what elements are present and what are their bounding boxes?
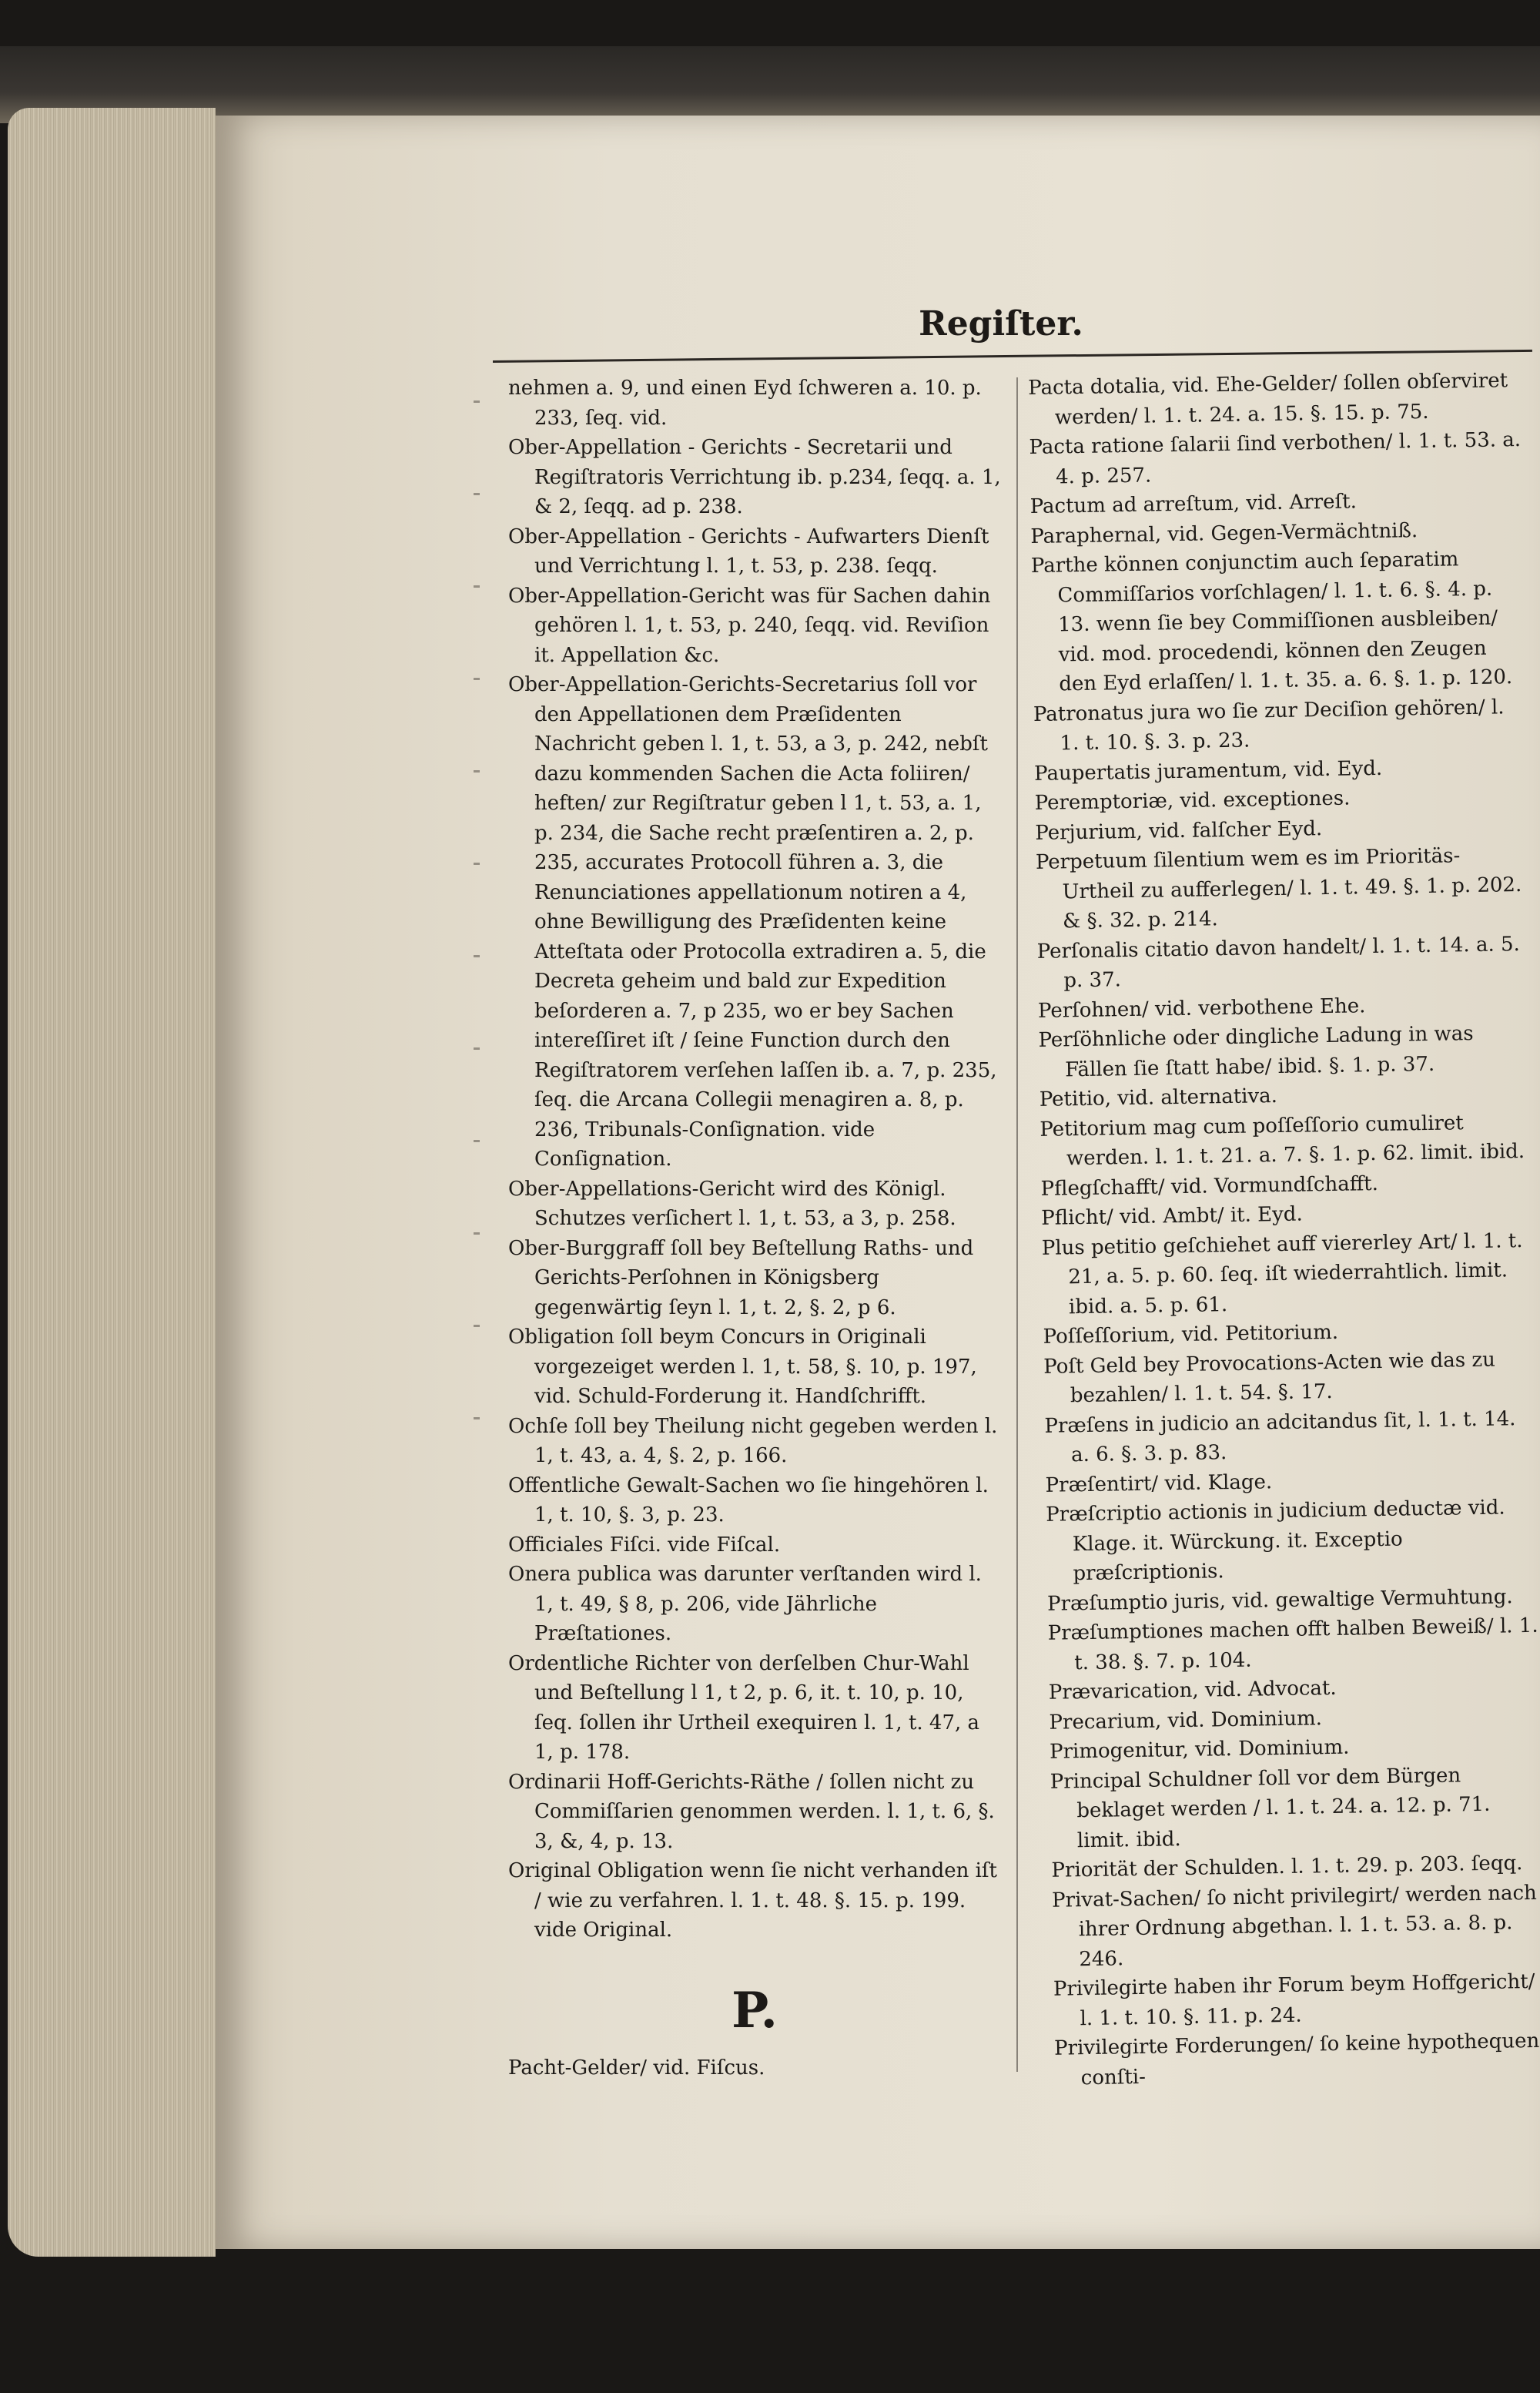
index-entry: Privilegirte haben ihr Forum beym Hoffgericht/ l. 1. t. 10. §. 11. p. 24. — [1053, 1969, 1535, 2030]
index-entry: Pacta ratione ſalarii ſind verbothen/ l. 1. t. 53. a. 4. p. 257. — [1029, 427, 1522, 488]
index-entry: Privilegirte Forderungen/ ſo keine hypothequen conſti- — [1053, 2029, 1540, 2090]
index-entry: Perſonalis citatio davon handelt/ l. 1. t. 14. a. 5. p. 37. — [1036, 932, 1521, 993]
index-entry: Pflicht/ vid. Ambt/ it. Eyd. — [1040, 1202, 1303, 1230]
index-entry: Perjurium, vid. falſcher Eyd. — [1035, 816, 1323, 845]
index-entry: Ober-Burggraff ſoll bey Beſtellung Raths- und Gerichts-Perſohnen in Königsberg gegenwärtig ſeyn l. 1, t. 2, §. 2, p 6. — [508, 1236, 974, 1319]
index-entry: Onera publica was darunter verſtanden wird l. 1, t. 49, § 8, p. 206, vide Jährliche Præſtationes. — [508, 1563, 982, 1645]
left-tail-entries — [508, 2053, 1001, 2083]
index-entry: Petitorium mag cum poſſeſſorio cumuliret werden. l. 1. t. 21. a. 7. §. 1. p. 62. limit. ibid. — [1040, 1111, 1525, 1171]
index-entry: Pacht-Gelder/ vid. Fiſcus. — [508, 2056, 765, 2080]
book-cover-edge — [0, 46, 1540, 123]
index-entry: Ober-Appellation - Gerichts - Aufwarters Dienſt und Verrichtung l. 1, t. 53, p. 238. ſeqq. — [508, 525, 989, 578]
index-entry: Perſohnen/ vid. verbothene Ehe. — [1037, 994, 1366, 1023]
index-entry: Ordinarii Hoff-Gerichts-Räthe / ſollen nicht zu Commiſſarien genommen werden. l. 1, t. 6, §. 3, &, 4, p. 13. — [508, 1770, 995, 1853]
margin-mark — [474, 1325, 480, 1327]
margin-mark — [474, 770, 480, 773]
index-entry: Priorität der Schulden. l. 1. t. 29. p. 203. ſeqq. — [1051, 1852, 1523, 1882]
index-entry: Patronatus jura wo ſie zur Deciſion gehören/ l. 1. t. 10. §. 3. p. 23. — [1033, 695, 1505, 756]
margin-mark — [474, 1232, 480, 1235]
index-entry: Perpetuum ſilentium wem es im Prioritäs-Urtheil zu aufferlegen/ l. 1. t. 49. §. 1. p. 202. & §. 32. p. 214. — [1035, 844, 1522, 933]
section-letter-heading: P. — [732, 1981, 778, 2039]
right-entries — [1028, 366, 1540, 2093]
margin-mark — [474, 493, 480, 495]
index-entry: nehmen a. 9, und einen Eyd ſchweren a. 10. p. 233, ſeq. vid. — [508, 377, 982, 430]
index-entry: Præſcriptio actionis in judicium deductæ vid. Klage. it. Würckung. it. Exceptio præſcriptionis. — [1046, 1496, 1505, 1586]
index-entry: Præſentirt/ vid. Klage. — [1045, 1470, 1273, 1497]
margin-mark — [474, 1047, 480, 1050]
index-entry: Precarium, vid. Dominium. — [1049, 1706, 1323, 1734]
index-entry: Parthe können conjunctim auch ſeparatim Commiſſarios vorſchlagen/ l. 1. t. 6. §. 4. p. 13. wenn ſie bey Commiſſionen ausbleiben/ vid. mod. procedendi, können den Zeugen den Eyd erlaſſen/ l. 1. t. 35. a. 6. §. 1. p. 120. — [1030, 548, 1513, 696]
margin-mark — [474, 401, 480, 403]
index-entry: Principal Schuldner ſoll vor dem Bürgen beklaget werden / l. 1. t. 24. a. 12. p. 71. limit. ibid. — [1050, 1763, 1491, 1852]
margin-mark — [474, 678, 480, 680]
index-entry: Prævarication, vid. Advocat. — [1048, 1676, 1337, 1704]
index-entry: Petitio, vid. alternativa. — [1039, 1084, 1278, 1111]
index-entry: Paraphernal, vid. Gegen-Vermächtniß. — [1030, 518, 1418, 548]
margin-mark — [474, 585, 480, 588]
index-entry: Præſumptio juris, vid. gewaltige Vermuhtung. — [1046, 1584, 1513, 1616]
index-entry: Ordentliche Richter von derſelben Chur-Wahl und Beſtellung l 1, t 2, p. 6, it. t. 10, p. 10, ſeq. ſollen ihr Urtheil exequiren l. 1, t. 47, a 1, p. 178. — [508, 1651, 980, 1764]
margin-mark — [474, 1140, 480, 1142]
index-entry: Plus petitio geſchiehet auff viererley Art/ l. 1. t. 21, a. 5. p. 60. ſeq. iſt wiederrahtlich. limit. ibid. a. 5. p. 61. — [1041, 1228, 1523, 1319]
index-entry: Obligation ſoll beym Concurs in Originali vorgezeiget werden l. 1, t. 58, §. 10, p. 197, vid. Schuld-Forderung it. Handſchrifft. — [508, 1326, 977, 1408]
margin-marks — [474, 385, 497, 1540]
index-entry: Pflegſchafft/ vid. Vormundſchafft. — [1040, 1171, 1379, 1201]
index-entry: Præſens in judicio an adcitandus ſit, l. 1. t. 14. a. 6. §. 3. p. 83. — [1044, 1406, 1516, 1467]
index-entry: Poſſeſſorium, vid. Petitorium. — [1043, 1320, 1339, 1349]
index-entry: Peremptoriæ, vid. exceptiones. — [1034, 786, 1351, 815]
index-entry: Officiales Fiſci. vide Fiſcal. — [508, 1533, 781, 1557]
index-entry: Paupertatis juramentum, vid. Eyd. — [1033, 756, 1383, 786]
index-entry: Original Obligation wenn ſie nicht verhanden iſt / wie zu verfahren. l. 1. t. 48. §. 15. p. 199. vide Original. — [508, 1859, 997, 1942]
index-entry: Poſt Geld bey Provocations-Acten wie das zu bezahlen/ l. 1. t. 54. §. 17. — [1043, 1348, 1496, 1408]
index-entry: Offentliche Gewalt-Sachen wo ſie hingehören l. 1, t. 10, §. 3, p. 23. — [508, 1473, 989, 1527]
index-entry: Perſöhnliche oder dingliche Ladung in was Fällen ſie ſtatt habe/ ibid. §. 1. p. 37. — [1038, 1022, 1474, 1081]
column-divider — [1016, 377, 1018, 2072]
margin-mark — [474, 955, 480, 957]
index-entry: Privat-Sachen/ ſo nicht privilegirt/ werden nach ihrer Ordnung abgethan. l. 1. t. 53. a. 8. p. 246. — [1051, 1881, 1537, 1971]
index-entry: Ochſe ſoll bey Theilung nicht gegeben werden l. 1, t. 43, a. 4, §. 2, p. 166. — [508, 1414, 998, 1467]
page-header-title: Regiſter. — [919, 304, 1083, 344]
index-entry: Ober-Appellation-Gericht was für Sachen dahin gehören l. 1, t. 53, p. 240, ſeqq. vid. Reviſion it. Appellation &c. — [508, 584, 991, 667]
index-entry: Ober-Appellations-Gericht wird des Königl. Schutzes verſichert l. 1, t. 53, a 3, p. 258. — [508, 1177, 956, 1230]
right-column — [1028, 366, 1540, 2093]
margin-mark — [474, 863, 480, 865]
index-entry: Pactum ad arreſtum, vid. Arreſt. — [1029, 490, 1358, 518]
index-entry: Ober-Appellation - Gerichts - Secretarii und Regiſtratoris Verrichtung ib. p.234, ſeqq. a. 1, & 2, ſeqq. ad p. 238. — [508, 436, 1001, 518]
margin-mark — [474, 1417, 480, 1419]
index-entry: Primogenitur, vid. Dominium. — [1049, 1735, 1350, 1764]
index-entry: Præſumptiones machen offt halben Beweiß/ l. 1. t. 38. §. 7. p. 104. — [1047, 1614, 1538, 1674]
index-entry: Pacta dotalia, vid. Ehe-Gelder/ ſollen obſerviret werden/ l. 1. t. 24. a. 15. §. 15. p. 75. — [1028, 369, 1508, 429]
left-column — [508, 374, 1001, 2083]
left-entries — [508, 374, 1001, 1946]
page-edges — [8, 108, 216, 2257]
index-entry: Ober-Appellation-Gerichts-Secretarius ſoll vor den Appellationen dem Præſidenten Nachricht geben l. 1, t. 53, a 3, p. 242, nebſt dazu kommenden Sachen die Acta foliiren/ heften/ zur Regiſtratur geben l 1, t. 53, a. 1, p. 234, die Sache recht præſentiren a. 2, p. 235, accurates Protocoll führen a. 3, die Renunciationes appellationum notiren a 4, ohne Bewilligung des Præſidenten keine Atteſtata oder Protocolla extradiren a. 5, die Decreta geheim und bald zur Expedition beſorderen a. 7, p 235, wo er bey Sachen intereſſiret iſt / ſeine Function durch den Regiſtratorem verſehen laſſen ib. a. 7, p. 235, ſeq. die Arcana Collegii menagiren a. 8, p. 236, Tribunals-Conſignation. vide Conſignation. — [508, 673, 997, 1171]
